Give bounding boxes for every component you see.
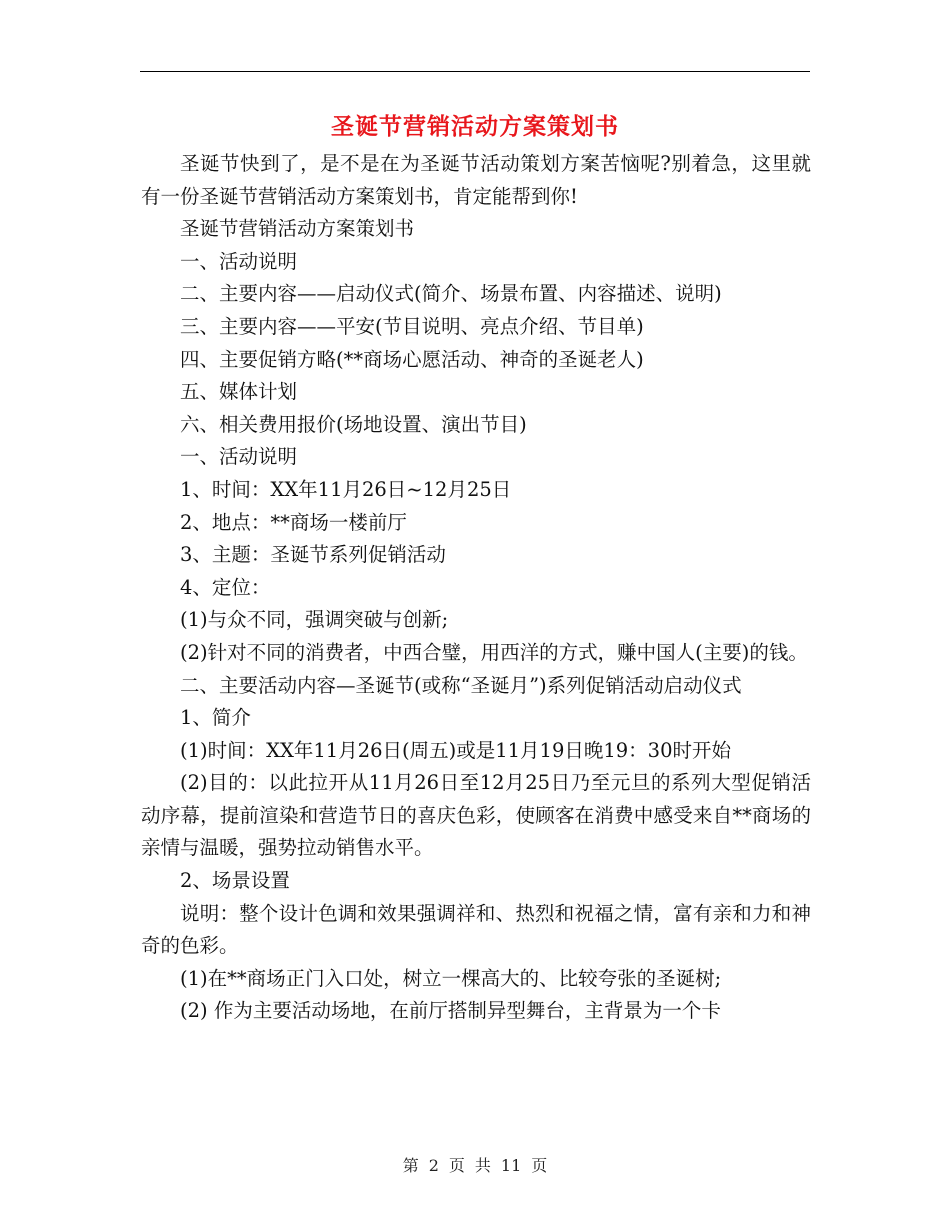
page-footer [0, 1153, 950, 1176]
total-unit: 页 [531, 1156, 548, 1175]
paragraph: 4、定位： [180, 575, 271, 599]
paragraph: 2、场景设置 [180, 869, 290, 893]
paragraph: 一、活动说明 [180, 249, 298, 273]
total-pages: 11 [500, 1156, 522, 1175]
page-number: 2 [428, 1156, 439, 1175]
paragraph: (1)时间：XX年11月26日(周五)或是11月19日晚19：30时开始 [180, 738, 731, 762]
page-unit: 页 [448, 1156, 465, 1175]
document-body [141, 148, 811, 1028]
document-title: 圣诞节营销活动方案策划书 [331, 113, 619, 140]
paragraph: 二、主要活动内容—圣诞节(或称“圣诞月”)系列促销活动启动仪式 [180, 673, 742, 697]
paragraph: 1、简介 [180, 706, 251, 730]
total-label: 共 [474, 1156, 491, 1175]
paragraph: 三、主要内容——平安(节目说明、亮点介绍、节目单) [180, 314, 644, 338]
paragraph: 五、媒体计划 [180, 380, 298, 404]
header-rule [140, 71, 810, 72]
paragraph: 2、地点：**商场一楼前厅 [180, 510, 407, 534]
paragraph: (2)针对不同的消费者，中西合璧，用西洋的方式，赚中国人(主要)的钱。 [180, 640, 808, 664]
paragraph: 圣诞节快到了，是不是在为圣诞节活动策划方案苦恼呢?别着急，这里就有一份圣诞节营销活动方案策划书，肯定能帮到你! [141, 152, 811, 208]
paragraph: 说明：整个设计色调和效果强调祥和、热烈和祝福之情，富有亲和力和神奇的色彩。 [141, 901, 811, 958]
paragraph: (2)目的：以此拉开从11月26日至12月25日乃至元旦的系列大型促销活动序幕，提前渲染和营造节日的喜庆色彩，使顾客在消费中感受来自**商场的亲情与温暖，强势拉动销售水平。 [141, 771, 811, 860]
paragraph: (1)在**商场正门入口处，树立一棵高大的、比较夸张的圣诞树; [180, 966, 722, 990]
paragraph: 四、主要促销方略(**商场心愿活动、神奇的圣诞老人) [180, 347, 644, 371]
paragraph: (2) 作为主要活动场地，在前厅搭制异型舞台，主背景为一个卡 [180, 999, 721, 1023]
paragraph: 一、活动说明 [180, 445, 298, 469]
paragraph: 圣诞节营销活动方案策划书 [180, 217, 415, 241]
page-label: 第 [402, 1156, 419, 1175]
paragraph: 1、时间：XX年11月26日~12月25日 [180, 477, 512, 501]
paragraph: 3、主题：圣诞节系列促销活动 [180, 543, 446, 567]
paragraph: 二、主要内容——启动仪式(简介、场景布置、内容描述、说明) [180, 282, 722, 306]
paragraph: 六、相关费用报价(场地设置、演出节目) [180, 412, 527, 436]
paragraph: (1)与众不同，强调突破与创新; [180, 608, 449, 632]
